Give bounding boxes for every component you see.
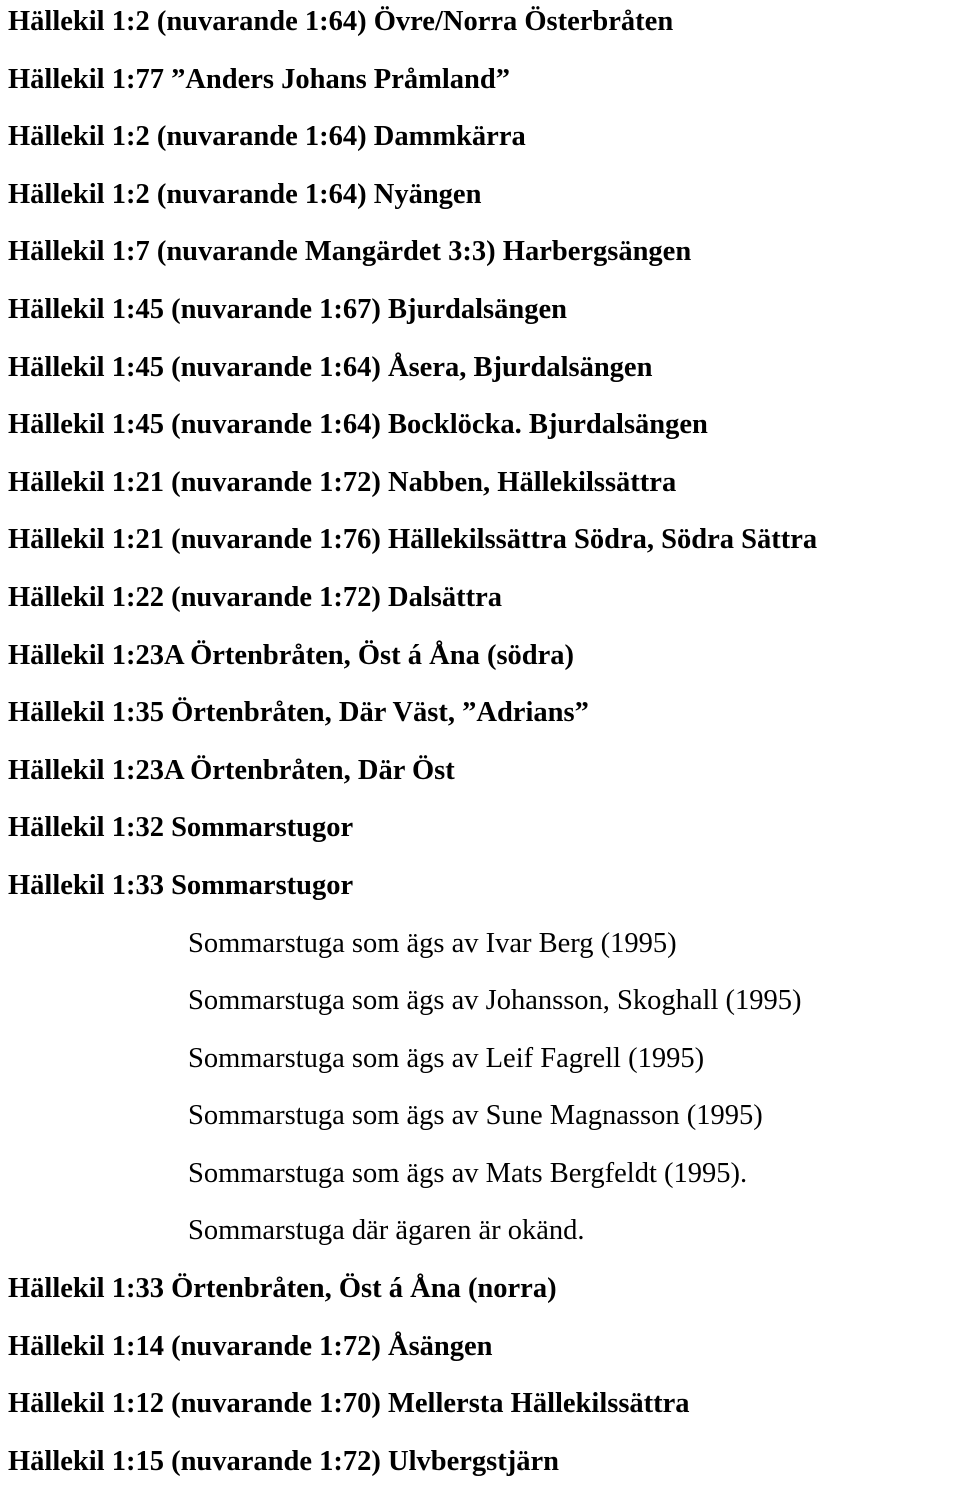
property-heading: Hällekil 1:33 Sommarstugor: [8, 869, 354, 901]
cottage-entry: Sommarstuga där ägaren är okänd.: [188, 1215, 585, 1247]
property-heading: Hällekil 1:35 Örtenbråten, Där Väst, ”Adrians”: [8, 697, 589, 729]
property-heading: Hällekil 1:33 Örtenbråten, Öst á Åna (norra): [8, 1273, 557, 1305]
cottage-entry: Sommarstuga som ägs av Johansson, Skoghall (1995): [188, 985, 802, 1017]
property-heading: Hällekil 1:32 Sommarstugor: [8, 812, 354, 844]
property-heading: Hällekil 1:77 ”Anders Johans Pråmland”: [8, 63, 510, 95]
property-heading: Hällekil 1:2 (nuvarande 1:64) Övre/Norra Österbråten: [8, 6, 674, 37]
cottage-entry: Sommarstuga som ägs av Mats Bergfeldt (1995).: [188, 1157, 748, 1189]
property-heading: Hällekil 1:23A Örtenbråten, Öst á Åna (södra): [8, 639, 575, 671]
document-body: [8, 0, 958, 1497]
property-heading: Hällekil 1:12 (nuvarande 1:70) Mellersta Hällekilssättra: [8, 1388, 690, 1420]
property-heading: Hällekil 1:22 (nuvarande 1:72) Dalsättra: [8, 581, 502, 613]
property-heading: Hällekil 1:45 (nuvarande 1:67) Bjurdalsängen: [8, 293, 567, 325]
property-heading: Hällekil 1:15 (nuvarande 1:72) Ulvbergstjärn: [8, 1445, 559, 1477]
property-heading: Hällekil 1:14 (nuvarande 1:72) Åsängen: [8, 1330, 493, 1362]
cottage-entry: Sommarstuga som ägs av Leif Fagrell (1995): [188, 1042, 705, 1074]
property-heading: Hällekil 1:2 (nuvarande 1:64) Dammkärra: [8, 121, 526, 153]
property-heading: Hällekil 1:21 (nuvarande 1:76) Hällekilssättra Södra, Södra Sättra: [8, 524, 818, 556]
property-heading: Hällekil 1:23A Örtenbråten, Där Öst: [8, 754, 455, 786]
property-heading: Hällekil 1:21 (nuvarande 1:72) Nabben, Hällekilssättra: [8, 466, 677, 498]
property-heading: Hällekil 1:45 (nuvarande 1:64) Åsera, Bjurdalsängen: [8, 351, 653, 383]
property-heading: Hällekil 1:7 (nuvarande Mangärdet 3:3) Harbergsängen: [8, 236, 692, 268]
cottage-entry: Sommarstuga som ägs av Ivar Berg (1995): [188, 927, 677, 959]
property-heading: Hällekil 1:2 (nuvarande 1:64) Nyängen: [8, 178, 482, 210]
cottage-entry: Sommarstuga som ägs av Sune Magnasson (1995): [188, 1100, 763, 1132]
property-heading: Hällekil 1:45 (nuvarande 1:64) Bocklöcka. Bjurdalsängen: [8, 409, 708, 441]
